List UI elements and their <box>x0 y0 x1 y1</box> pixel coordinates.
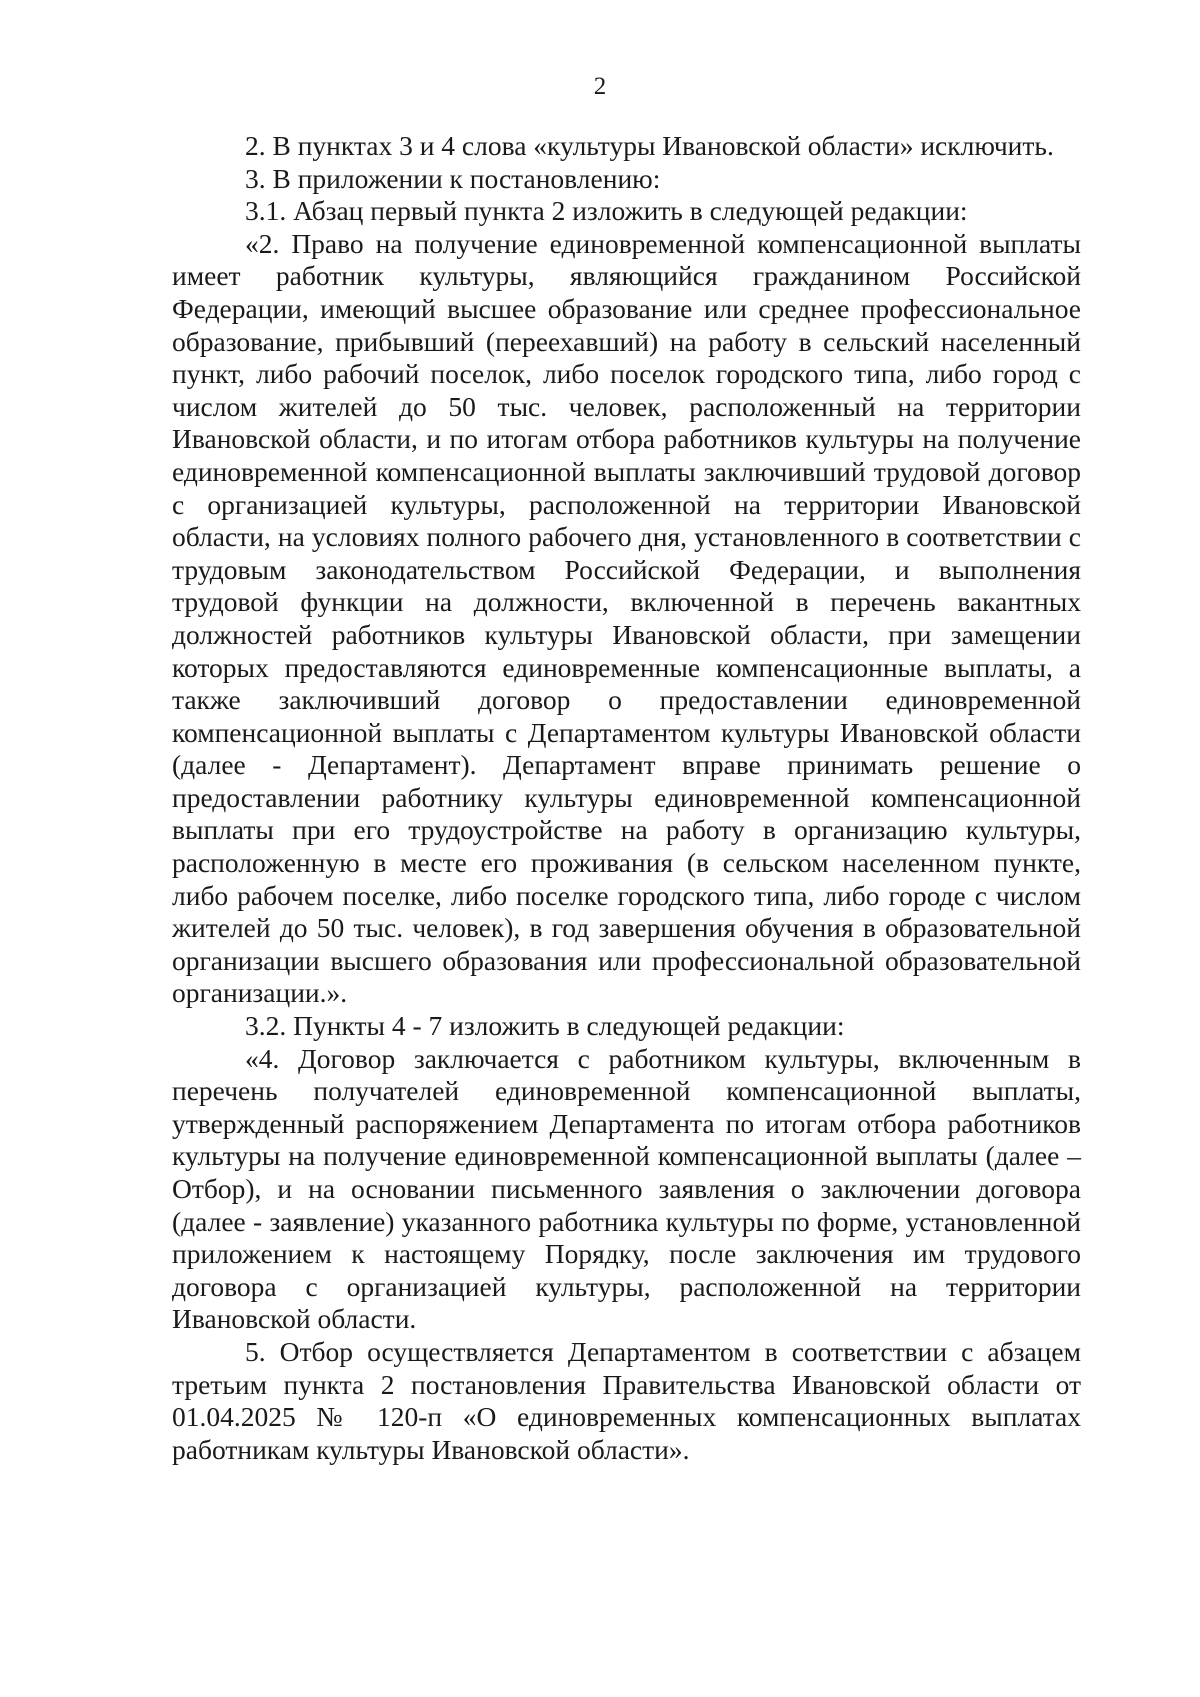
paragraph-item-2: 2. В пунктах 3 и 4 слова «культуры Ивановской области» исключить. <box>245 130 1054 161</box>
paragraph-quoted-clause-4: «4. Договор заключается с работником культуры, включенным в перечень получателей единовременной компенсационной выплаты, утвержденный распоряжением Департамента по итогам отбора работников культуры на получение единовременной компенсационной выплаты (далее – Отбор), и на основании письменного заявления о заключении договора (далее - заявление) указанного работника культуры по форме, установленной приложением к настоящему Порядку, после заключения им трудового договора с организацией культуры, расположенной на территории Ивановской области. <box>172 1042 1081 1335</box>
paragraph-item-3-2: 3.2. Пункты 4 - 7 изложить в следующей редакции: <box>245 1010 845 1042</box>
paragraph-item-3: 3. В приложении к постановлению: <box>245 162 661 194</box>
paragraph-item-3-1: 3.1. Абзац первый пункта 2 изложить в следующей редакции: <box>245 195 968 227</box>
document-body <box>172 130 1081 1466</box>
page-number: 2 <box>593 73 607 100</box>
paragraph-quoted-clause-2: «2. Право на получение единовременной компенсационной выплаты имеет работник культуры, являющийся гражданином Российской Федерации, имеющий высшее образование или среднее профессиональное образование, прибывший (переехавший) на работу в сельский населенный пункт, либо рабочий поселок, либо поселок городского типа, либо город с числом жителей до 50 тыс. человек, расположенный на территории Ивановской области, и по итогам отбора работников культуры на получение единовременной компенсационной выплаты заключивший трудовой договор с организацией культуры, расположенной на территории Ивановской области, на условиях полного рабочего дня, установленного в соответствии с трудовым законодательством Российской Федерации, и выполнения трудовой функции на должности, включенной в перечень вакантных должностей работников культуры Ивановской области, при замещении которых предоставляются единовременные компенсационные выплаты, а также заключивший договор о предоставлении единовременной компенсационной выплаты с Департаментом культуры Ивановской области (далее - Департамент). Департамент вправе принимать решение о предоставлении работнику культуры единовременной компенсационной выплаты при его трудоустройстве на работу в организацию культуры, расположенную в месте его проживания (в сельском населенном пункте, либо рабочем поселке, либо поселке городского типа, либо городе с числом жителей до 50 тыс. человек), в год завершения обучения в образовательной организации высшего образования или профессиональной образовательной организации.». <box>172 227 1081 1009</box>
paragraph-clause-5: 5. Отбор осуществляется Департаментом в соответствии с абзацем третьим пункта 2 постановления Правительства Ивановской области от 01.04.2025 № 120-п «О единовременных компенсационных выплатах работникам культуры Ивановской области». <box>172 1335 1081 1465</box>
